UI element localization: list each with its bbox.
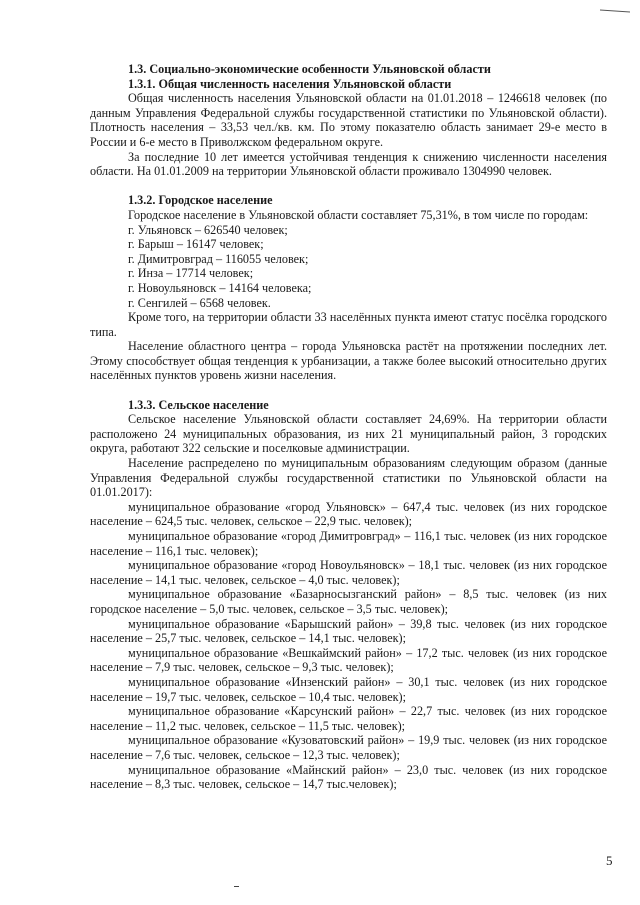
list-item: муниципальное образование «город Новоульяновск» – 18,1 тыс. человек (из них городское население – 14,1 тыс. человек, сельское – 4,0 тыс. человек); [90,558,607,587]
list-item: г. Инза – 17714 человек; [128,266,254,281]
section-title-1-3: 1.3. Социально-экономические особенности Ульяновской области [128,62,491,76]
paragraph-settlements: Кроме того, на территории области 33 населённых пункта имеют статус посёлка городского типа. [90,310,607,339]
list-item: муниципальное образование «Барышский район» – 39,8 тыс. человек (из них городское население – 25,7 тыс. человек, сельское – 14,1 тыс. человек); [90,616,607,646]
list-item: г. Барыш – 16147 человек; [128,237,264,252]
section-title-1-3-1: 1.3.1. Общая численность населения Ульяновской области [128,76,452,91]
paragraph-total-population: Общая численность населения Ульяновской области на 01.01.2018 – 1246618 человек (по данным Управления Федеральной службы государственной статистики по Ульяновской области). Плотность населения – 33,53 чел./кв. км. По этому показателю область занимает 29-е место в России и 6-е место в Приволжском федеральном округе. [90,91,607,149]
list-item: муниципальное образование «Базарносызганский район» – 8,5 тыс. человек (из них городское население – 5,0 тыс. человек, сельское – 3,5 тыс. человек); [90,587,607,616]
paragraph-urban-share: Городское население в Ульяновской области составляет 75,31%, в том числе по городам: [128,207,589,222]
list-item: г. Ульяновск – 626540 человек; [128,222,288,237]
page-number: 5 [606,853,613,868]
list-item: муниципальное образование «Вешкаймский район» – 17,2 тыс. человек (из них городское население – 7,9 тыс. человек, сельское – 9,3 тыс. человек); [90,645,607,675]
paragraph-rural-share: Сельское население Ульяновской области составляет 24,69%. На территории области расположено 24 муниципальных образования, из них 21 муниципальный район, 3 городских округа, работают 322 сельские и поселковые администрации. [90,412,607,456]
list-item: муниципальное образование «Майнский район» – 23,0 тыс. человек (из них городское население – 8,3 тыс. человек, сельское – 14,7 тыс.человек); [90,762,607,792]
scan-artifact-tick [234,886,239,887]
list-item: муниципальное образование «Инзенский район» – 30,1 тыс. человек (из них городское население – 19,7 тыс. человек, сельское – 10,4 тыс. человек); [90,674,607,704]
municipality-list [90,500,607,792]
section-title-1-3-2: 1.3.2. Городское население [128,193,273,208]
list-item: г. Сенгилей – 6568 человек. [128,295,271,310]
paragraph-capital-growth: Население областного центра – города Ульяновска растёт на протяжении последних лет. Этому способствует общая тенденция к урбанизации, а также более высокий относительно других населённых пунктов уровень жизни населения. [90,339,607,383]
paragraph-distribution-intro: Население распределено по муниципальным образованиям следующим образом (данные Управления Федеральной службы государственной статистики по Ульяновской области на 01.01.2017): [90,456,607,500]
document-body [90,62,607,792]
list-item: муниципальное образование «город Димитровград» – 116,1 тыс. человек (из них городское население – 116,1 тыс. человек); [90,529,607,558]
scan-artifact-mark [600,8,630,14]
list-item: г. Димитровград – 116055 человек; [128,251,309,266]
list-item: муниципальное образование «Карсунский район» – 22,7 тыс. человек (из них городское население – 11,2 тыс. человек, сельское – 11,5 тыс. человек); [90,704,607,733]
list-item: муниципальное образование «Кузоватовский район» – 19,9 тыс. человек (из них городское население – 7,6 тыс. человек, сельское – 12,3 тыс. человек); [90,733,607,762]
paragraph-population-trend: За последние 10 лет имеется устойчивая тенденция к снижению численности населения области. На 01.01.2009 на территории Ульяновской области проживало 1304990 человек. [90,149,607,179]
section-title-1-3-3: 1.3.3. Сельское население [128,397,269,412]
list-item: муниципальное образование «город Ульяновск» – 647,4 тыс. человек (из них городское население – 624,5 тыс. человек, сельское – 22,9 тыс. человек); [90,499,607,529]
city-list [90,223,607,311]
list-item: г. Новоульяновск – 14164 человека; [128,280,312,295]
